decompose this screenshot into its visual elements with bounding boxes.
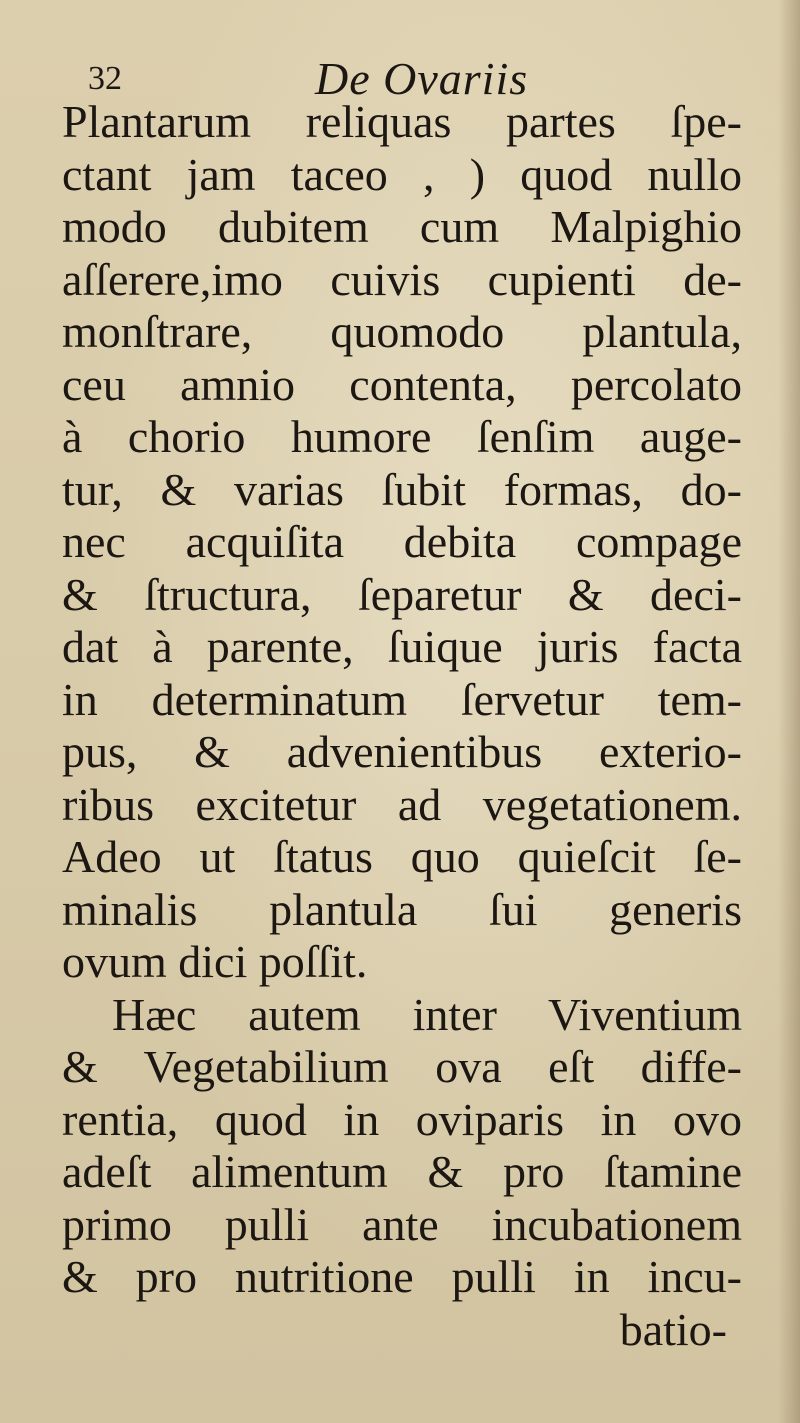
text-line: Plantarum reliquas partes ſpe- [62,96,742,147]
text-line: nec acquiſita debita compage [62,516,742,567]
text-line: dat à parente, ſuique juris facta [62,621,742,672]
text-line: ovum dici poſſit. [62,936,368,987]
text-line: adeſt alimentum & pro ſtamine [62,1146,742,1197]
text-line: batio- [619,1303,727,1355]
text-line: monſtrare, quomodo plantula, [62,306,742,357]
text-line: & Vegetabilium ova eſt diffe- [62,1041,742,1092]
page-edge-shadow [778,0,800,1423]
text-line: Hæc autem inter Viventium [112,988,742,1040]
text-line: primo pulli ante incubationem [62,1198,742,1250]
text-line: ctant jam taceo , ) quod nullo [62,148,742,200]
text-line: & ſtructura, ſeparetur & deci- [62,568,742,620]
text-line: à chorio humore ſenſim auge- [62,411,742,462]
text-line: pus, & advenientibus exterio- [62,726,742,777]
text-line: tur, & varias ſubit formas, do- [62,463,742,515]
text-line: rentia, quod in oviparis in ovo [62,1093,742,1145]
body-text [62,96,742,1356]
running-title: De Ovariis [315,53,529,104]
text-line: aſſerere,imo cuivis cupienti de- [62,253,742,305]
text-line: minalis plantula ſui generis [62,883,742,935]
text-line: Adeo ut ſtatus quo quieſcit ſe- [62,831,742,882]
text-line: ribus excitetur ad vegetationem. [62,778,742,830]
text-line: & pro nutritione pulli in incu- [62,1251,742,1302]
text-line: ceu amnio contenta, percolato [62,358,742,410]
text-line: modo dubitem cum Malpighio [62,201,742,252]
page-number: 32 [88,60,122,97]
text-line: in determinatum ſervetur tem- [62,673,742,725]
